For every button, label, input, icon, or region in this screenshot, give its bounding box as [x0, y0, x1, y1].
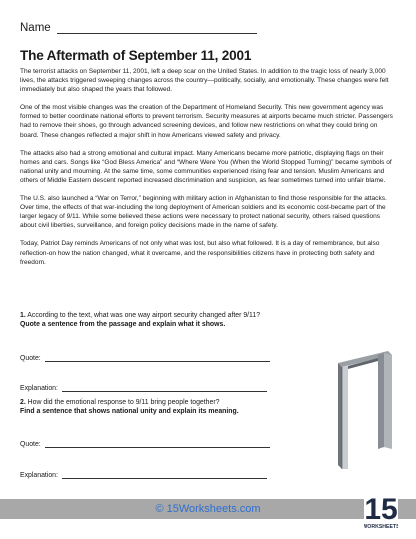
name-label: Name	[20, 22, 51, 34]
logo-text: WORKSHEETS	[364, 524, 398, 530]
passage-paragraph: The terrorist attacks on September 11, 2001, left a deep scar on the United States. In addition to the tragic loss of nearly 3,000 lives, the attacks triggered sweeping changes across the country—politically, socially, and emotionally. These changes were felt immediately but also shaped the years that followed.	[20, 68, 389, 94]
15worksheets-logo-icon	[364, 488, 398, 532]
quote-label: Quote:	[20, 355, 41, 362]
name-line[interactable]	[57, 22, 257, 34]
quote-answer-line[interactable]	[45, 440, 270, 448]
explanation-answer-line[interactable]	[62, 471, 267, 479]
passage-paragraph: One of the most visible changes was the creation of the Department of Homeland Security. This new government agency was formed to better coordinate national efforts to prevent terrorism. Security measures at airports became much stricter. Passengers had to remove their shoes, go through advanced screening devices, and follow new restrictions on what they could bring on board. These changes reflected a major shift in how Americans viewed safety and privacy.	[20, 104, 393, 139]
question-text: According to the text, what was one way airport security changed after 9/11?	[27, 312, 261, 319]
reading-passage	[20, 67, 396, 276]
explanation-label: Explanation:	[20, 385, 58, 392]
explanation-answer-line[interactable]	[62, 384, 267, 392]
passage-paragraph: The U.S. also launched a “War on Terror,” beginning with military action in Afghanistan to find those responsible for the attacks. Over time, the effects of that war-including the long deployment of American soldiers and its economic cost-became part of the larger legacy of 9/11. While some believed these actions were necessary to protect national security, others raised questions about civil liberties, surveillance, and foreign policy decisions made in the name of safety.	[20, 195, 387, 230]
question-instruction: Find a sentence that shows national unity and explain its meaning.	[20, 408, 239, 416]
explanation-field-2	[20, 471, 267, 479]
question-number: 2.	[20, 399, 26, 406]
quote-field-2	[20, 440, 270, 448]
worksheet-title: The Aftermath of September 11, 2001	[20, 48, 252, 63]
quote-answer-line[interactable]	[45, 354, 270, 362]
question-number: 1.	[20, 312, 26, 319]
metal-detector-gate-icon	[332, 345, 396, 476]
name-field	[20, 22, 257, 34]
question-text: How did the emotional response to 9/11 bring people together?	[27, 399, 220, 406]
logo-number: 15	[364, 493, 398, 526]
footer-link[interactable]: © 15Worksheets.com	[155, 503, 261, 515]
quote-field-1	[20, 354, 270, 362]
passage-paragraph: The attacks also had a strong emotional and cultural impact. Many Americans became more patriotic, displaying flags on their homes and cars. Songs like “God Bless America” and “Where Were You (When the World Stopped Turning)” became symbols of national unity and mourning. At the same time, some communities experienced rising fear and tension. Muslim Americans and others of Middle Eastern descent reported increased discrimination and suspicion, as fear sometimes turned into unfair blame.	[20, 149, 392, 184]
explanation-label: Explanation:	[20, 472, 58, 479]
passage-paragraph: Today, Patriot Day reminds Americans of not only what was lost, but also what followed. It is a day of remembrance, but also reflection-on how the nation changed, what it overcame, and the responsibilities citizens have in protecting both safety and freedom.	[20, 240, 380, 266]
explanation-field-1	[20, 384, 267, 392]
question-1	[20, 311, 338, 330]
question-instruction: Quote a sentence from the passage and explain what it shows.	[20, 321, 226, 329]
quote-label: Quote:	[20, 441, 41, 448]
question-2	[20, 398, 338, 417]
